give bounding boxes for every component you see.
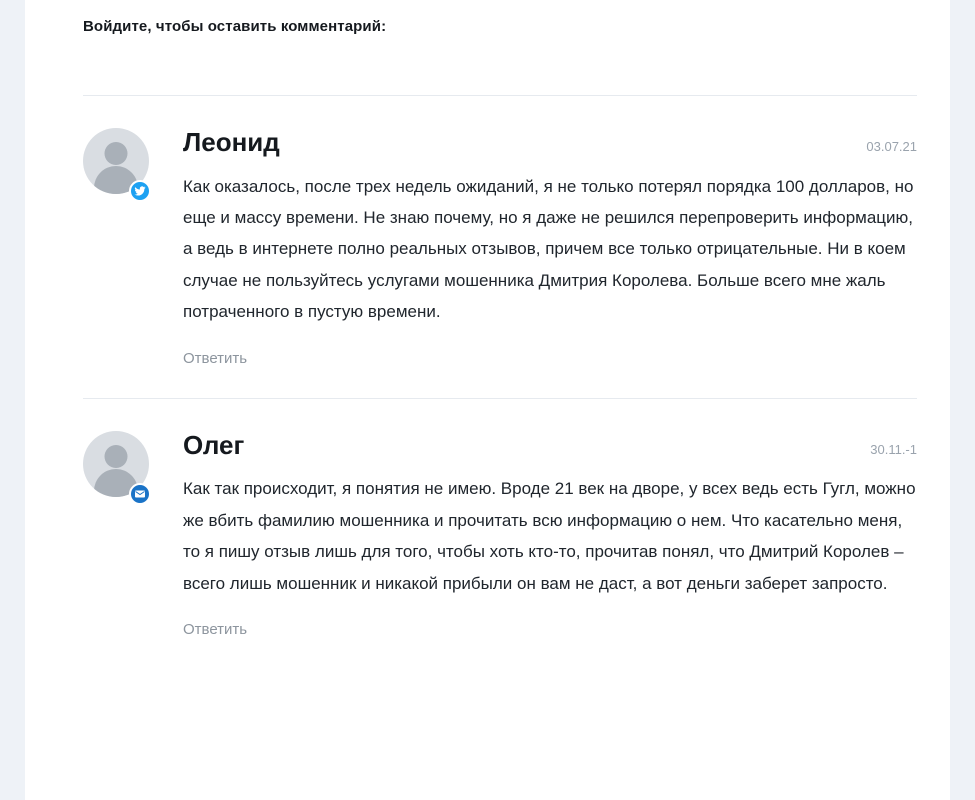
comment-header: [183, 128, 917, 157]
reply-button[interactable]: Ответить: [183, 349, 248, 367]
comment-date: 30.11.-1: [870, 441, 917, 457]
mail-icon: [129, 483, 151, 505]
comments-section: [25, 0, 950, 800]
avatar-head-shape: [105, 142, 128, 165]
comment-body: [183, 128, 917, 368]
reply-button[interactable]: Ответить: [183, 621, 248, 639]
comment-date: 03.07.21: [866, 139, 917, 154]
twitter-icon: [129, 180, 151, 202]
avatar-head-shape: [105, 445, 128, 468]
avatar-wrapper: [83, 128, 149, 368]
comment-item: [58, 96, 917, 368]
comment-text: Как так происходит, я понятия не имею. Вроде 21 век на дворе, у всех ведь есть Гугл, можно же вбить фамилию мошенника и прочитать всю информацию о нем. Что касательно меня, то я пишу отзыв лишь для того, чтобы хоть кто-то, прочитав понял, что Дмитрий Королев – всего лишь мошенник и никакой прибыли он вам не даст, а вот деньги заберет запросто.: [183, 479, 916, 593]
comment-body: [183, 431, 917, 639]
comment-header: [183, 431, 917, 460]
comment-author: Олег: [183, 429, 245, 460]
login-prompt: Войдите, чтобы оставить комментарий:: [83, 18, 387, 35]
avatar-wrapper: [83, 431, 149, 639]
comment-author: Леонид: [183, 127, 280, 157]
comment-item: [58, 399, 917, 639]
comment-text: Как оказалось, после трех недель ожиданий, я не только потерял порядка 100 долларов, но еще и массу времени. Не знаю почему, но я даже не решился перепроверить информацию, а ведь в интернете полно реальных отзывов, причем все только отрицательные. Ни в коем случае не пользуйтесь услугами мошенника Дмитрия Королева. Больше всего мне жаль потраченного в пустую времени.: [183, 176, 914, 322]
